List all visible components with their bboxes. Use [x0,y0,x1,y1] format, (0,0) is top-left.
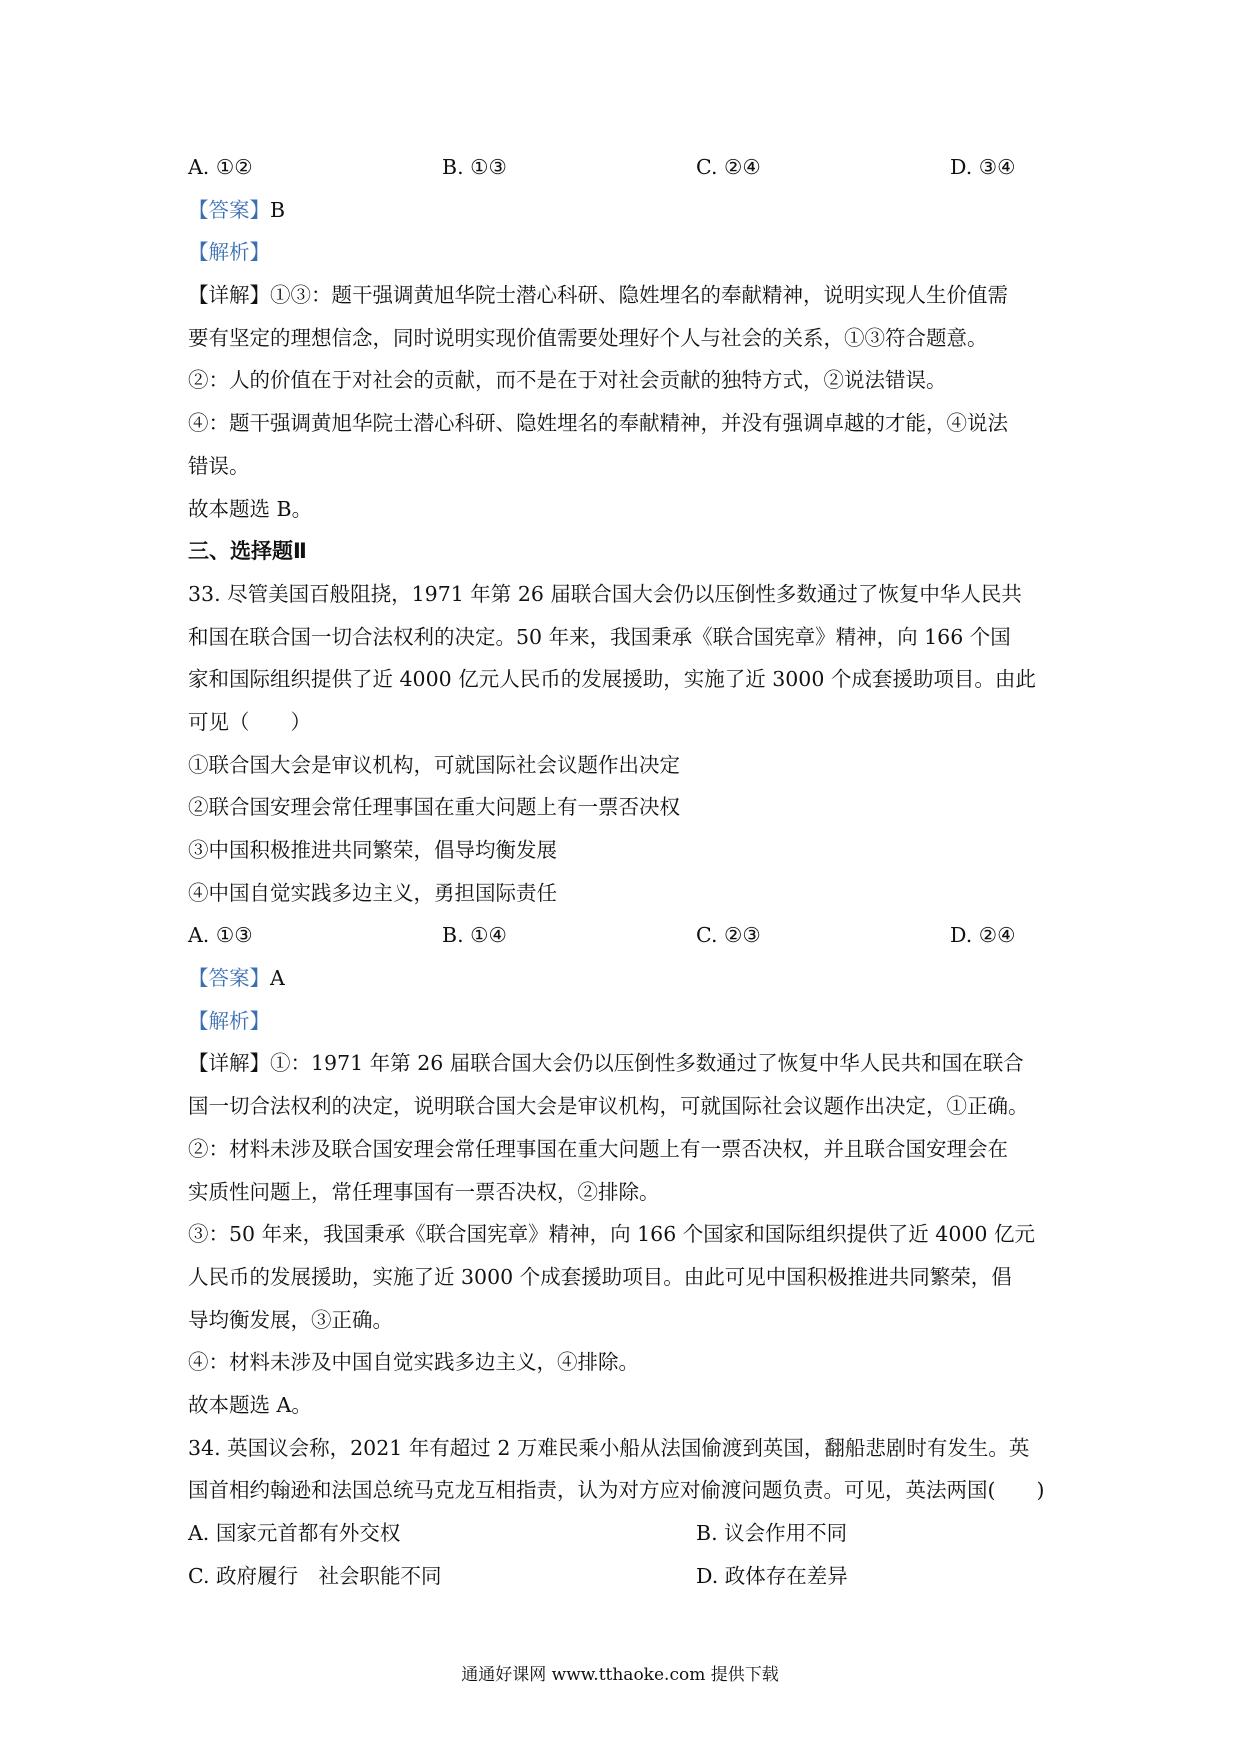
q32-detail-line: 要有坚定的理想信念，同时说明实现价值需要处理好个人与社会的关系，①③符合题意。 [188,325,988,350]
q34-options-row-2 [188,1555,1068,1598]
answer-value: B [270,197,286,222]
q33-option-d: D. ②④ [950,923,1016,948]
q32-answer [188,189,1068,232]
q33-detail-line: 人民币的发展援助，实施了近 3000 个成套援助项目。由此可见中国积极推进共同繁荣，倡 [188,1264,1012,1289]
q33-option-a: A. ①③ [188,923,253,948]
q33-detail-line: 国一切合法权利的决定，说明联合国大会是审议机构，可就国际社会议题作出决定，①正确。 [188,1094,1029,1119]
q33-conclusion: 故本题选 A。 [188,1392,312,1417]
q32-option-a: A. ①② [188,155,253,179]
q33-options [188,914,1068,957]
q33-detail-line: ③：50 年来，我国秉承《联合国宪章》精神，向 166 个国家和国际组织提供了近 4000 亿元 [188,1222,1035,1247]
page-content [188,146,1068,1597]
q33-stem-line: 和国在联合国一切合法权利的决定。50 年来，我国秉承《联合国宪章》精神，向 166 个国 [188,624,1011,649]
q34-options-row-1 [188,1512,1068,1555]
q33-detail-line [188,1042,1068,1085]
q33-item: ③中国积极推进共同繁荣，倡导均衡发展 [188,838,557,862]
q33-item: ②联合国安理会常任理事国在重大问题上有一票否决权 [188,795,680,820]
q33-answer [188,957,1068,1000]
q33-option-c: C. ②③ [696,923,761,948]
answer-tag: 【答案】 [188,197,270,222]
page-footer: 通通好课网 www.tthaoke.com 提供下载 [461,1665,779,1685]
q33-stem-line: 可见（ ） [188,709,311,734]
answer-tag: 【答案】 [188,966,270,991]
q32-option-d: D. ③④ [950,155,1016,179]
q33-detail-line: 导均衡发展，③正确。 [188,1307,393,1332]
detail-tag: 【详解】 [188,283,270,308]
q33-stem-line: 家和国际组织提供了近 4000 亿元人民币的发展援助，实施了近 3000 个成套援助项目。由此 [188,667,1036,692]
q34-option-c: C. 政府履行 社会职能不同 [188,1563,442,1588]
q34-option-d: D. 政体存在差异 [696,1563,848,1588]
q34-stem-line: 34. 英国议会称，2021 年有超过 2 万难民乘小船从法国偷渡到英国，翻船悲剧时有发生。英 [188,1435,1030,1460]
q32-conclusion: 故本题选 B。 [188,496,313,521]
q32-option-c: C. ②④ [696,155,761,179]
analysis-tag: 【解析】 [188,240,270,265]
analysis-tag: 【解析】 [188,1008,270,1033]
q33-option-b: B. ①④ [442,923,507,948]
q34-option-b: B. 议会作用不同 [696,1521,848,1545]
section-title: 三、选择题Ⅱ [188,539,307,564]
q32-option-b: B. ①③ [442,155,507,179]
detail-text: ①③：题干强调黄旭华院士潜心科研、隐姓埋名的奉献精神，说明实现人生价值需 [270,283,1008,308]
q33-analysis-heading [188,1000,1068,1043]
q33-detail-line: 实质性问题上，常任理事国有一票否决权，②排除。 [188,1179,660,1204]
q33-detail-line: ④：材料未涉及中国自觉实践多边主义，④排除。 [188,1350,639,1375]
q33-item: ①联合国大会是审议机构，可就国际社会议题作出决定 [188,752,680,777]
q32-detail-line: ②：人的价值在于对社会的贡献，而不是在于对社会贡献的独特方式，②说法错误。 [188,368,947,393]
detail-tag: 【详解】 [188,1051,270,1076]
q33-detail-line: ②：材料未涉及联合国安理会常任理事国在重大问题上有一票否决权，并且联合国安理会在 [188,1136,1008,1161]
q34-option-a: A. 国家元首都有外交权 [188,1521,401,1545]
q32-detail-line [188,274,1068,317]
q34-stem-line: 国首相约翰逊和法国总统马克龙互相指责，认为对方应对偷渡问题负责。可见，英法两国( ) [188,1478,1045,1503]
q33-item: ④中国自觉实践多边主义，勇担国际责任 [188,880,557,905]
detail-text: ①：1971 年第 26 届联合国大会仍以压倒性多数通过了恢复中华人民共和国在联合 [270,1051,1024,1076]
q32-detail-line: 错误。 [188,453,250,478]
answer-value: A [270,966,285,991]
q33-stem-line: 33. 尽管美国百般阻挠，1971 年第 26 届联合国大会仍以压倒性多数通过了恢复中华人民共 [188,581,1022,606]
q32-detail-line: ④：题干强调黄旭华院士潜心科研、隐姓埋名的奉献精神，并没有强调卓越的才能，④说法 [188,411,1008,436]
q32-analysis-heading [188,231,1068,274]
q32-options [188,146,1068,189]
